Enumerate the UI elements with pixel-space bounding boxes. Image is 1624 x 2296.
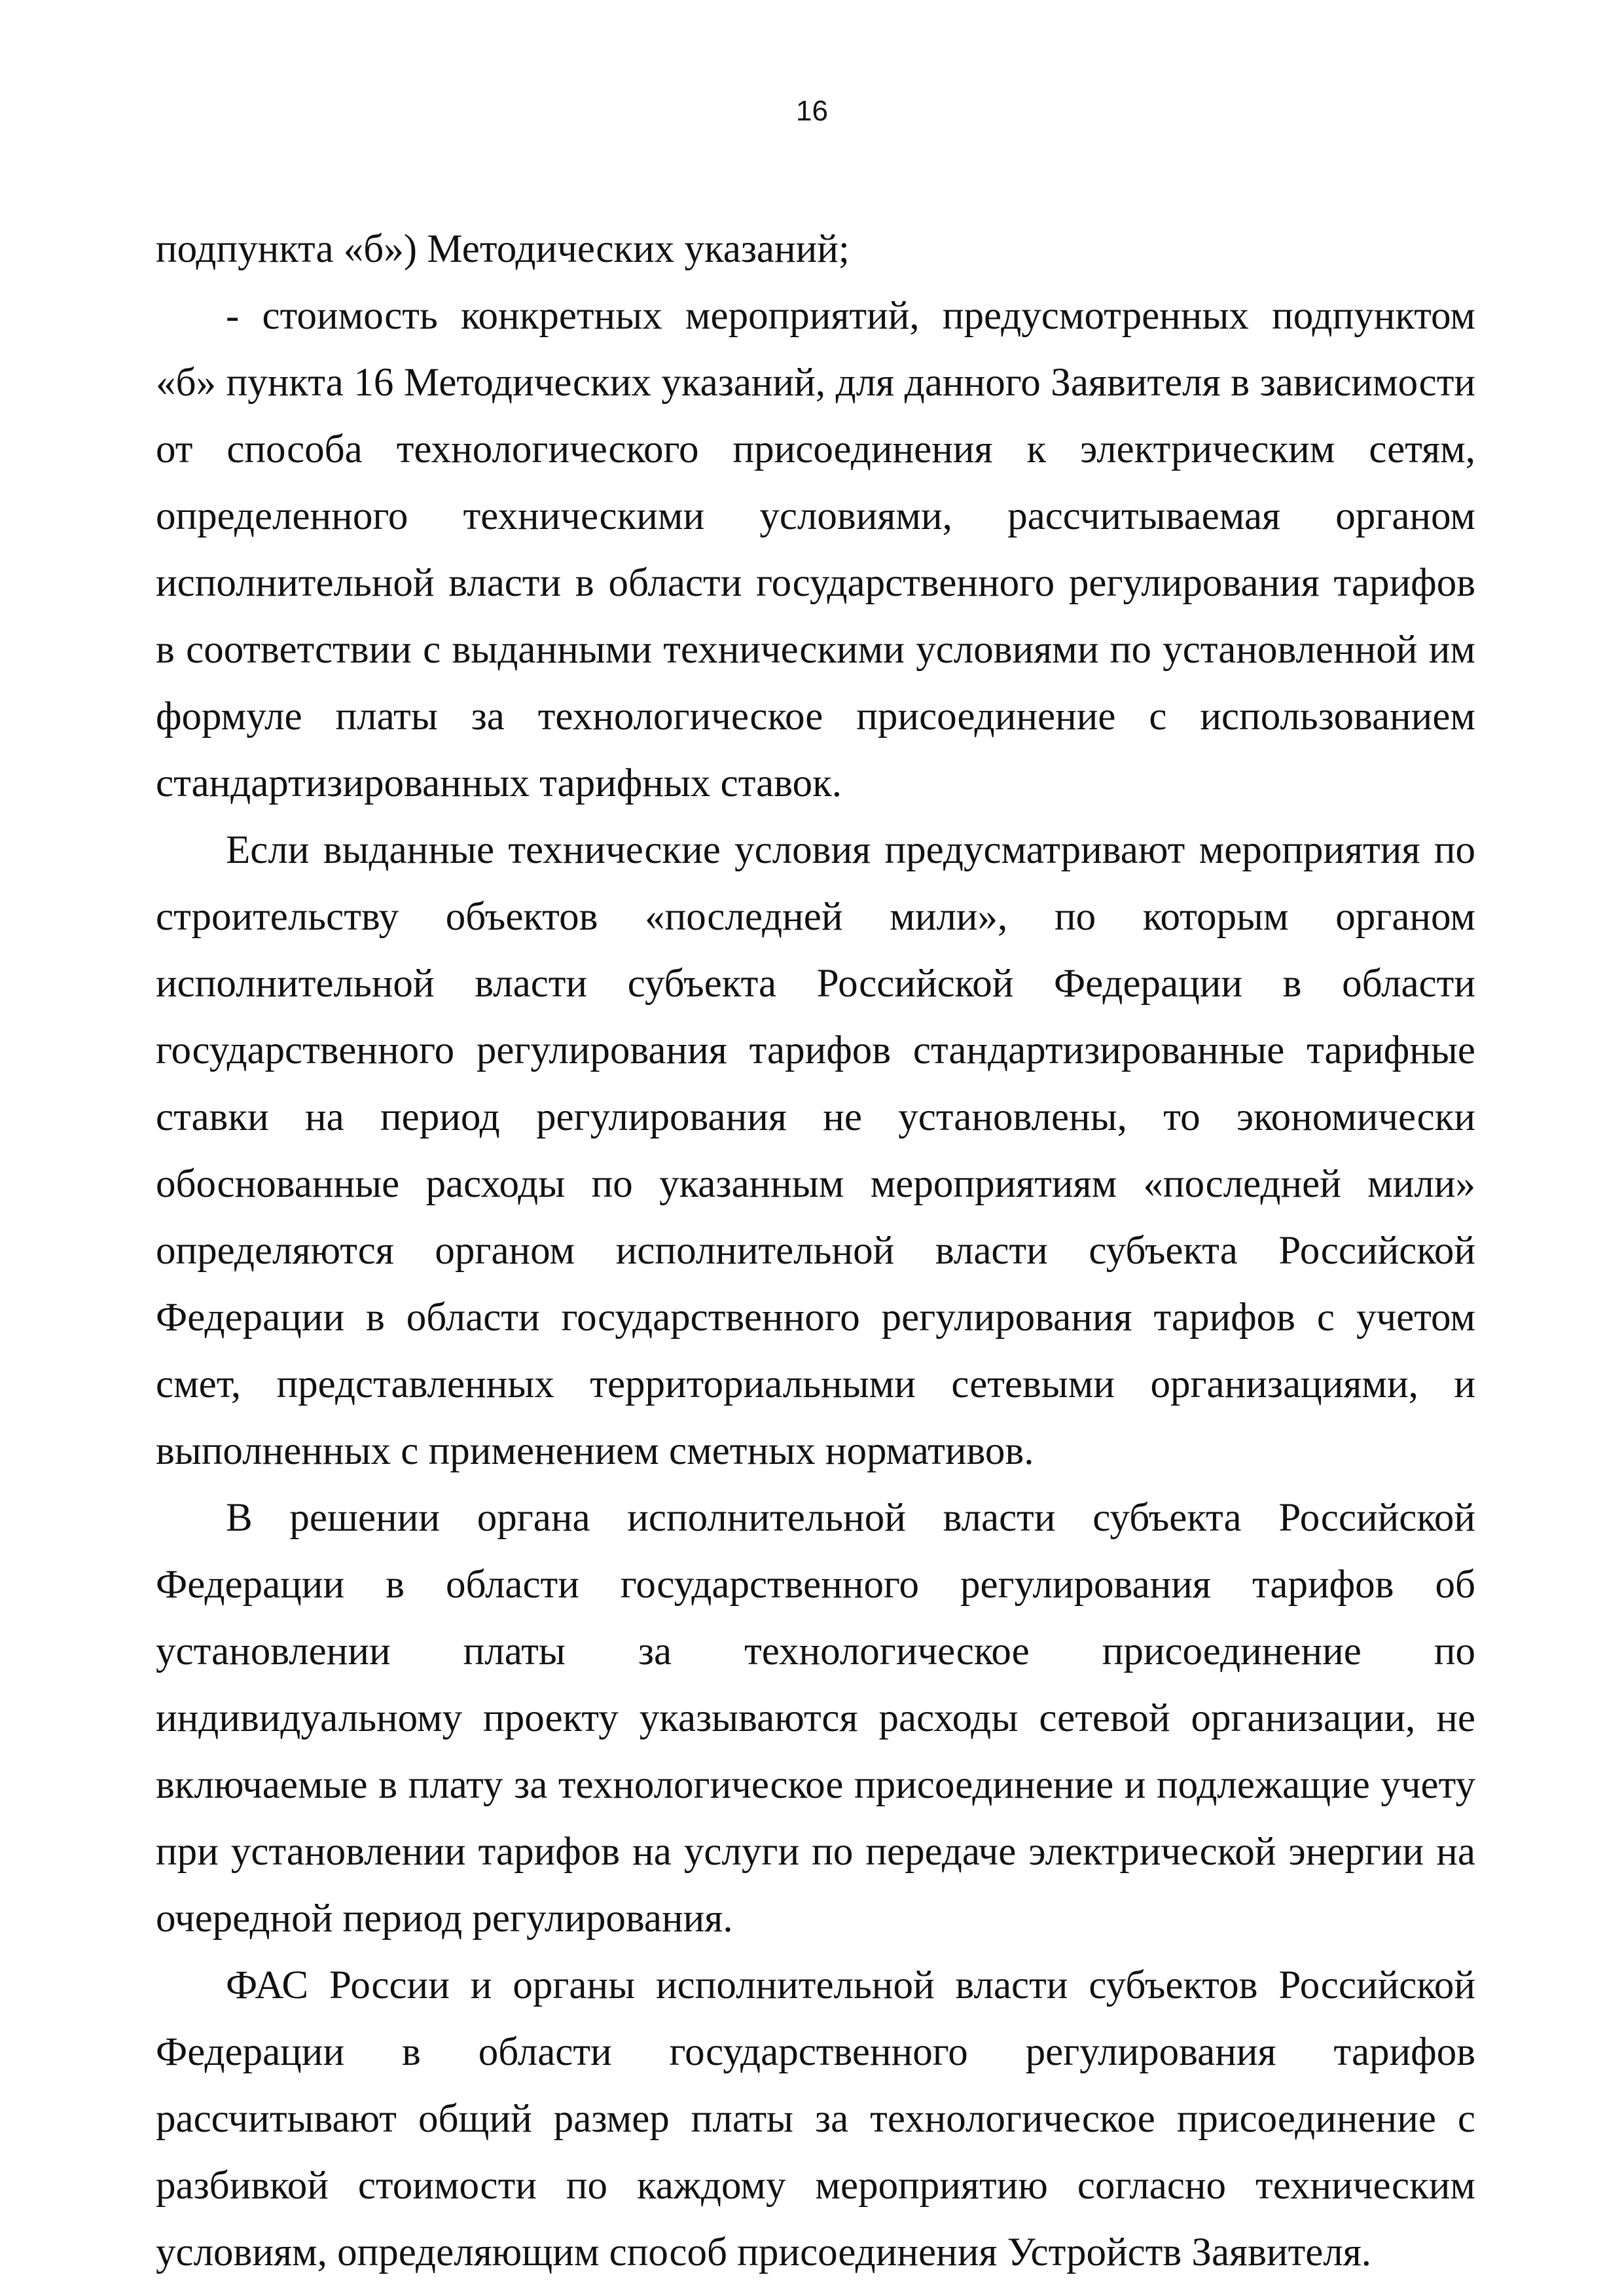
paragraph-continuation: подпункта «б») Методических указаний; (156, 227, 850, 271)
page-number: 16 (796, 95, 828, 127)
paragraph-fas-calculation: ФАС России и органы исполнительной власти субъектов Российской Федерации в области государственного регулирования тарифов рассчитывают общий размер платы за технологическое присоединение с разбивкой стоимости по каждому мероприятию согласно техническим условиям, определяющим способ присоединения Устройств Заявителя. (156, 1963, 1475, 2274)
paragraph-individual-project: В решении органа исполнительной власти субъекта Российской Федерации в области государственного регулирования тарифов об установлении платы за технологическое присоединение по индивидуальному проекту указываются расходы сетевой организации, не включаемые в плату за технологическое присоединение и подлежащие учету при установлении тарифов на услуги по передаче электрической энергии на очередной период регулирования. (156, 1496, 1475, 1941)
paragraph-cost-of-measures: - стоимость конкретных мероприятий, предусмотренных подпунктом «б» пункта 16 Методических указаний, для данного Заявителя в зависимости от способа технологического присоединения к электрическим сетям, определенного техническими условиями, рассчитываемая органом исполнительной власти в области государственного регулирования тарифов в соответствии с выданными техническими условиями по установленной им формуле платы за технологическое присоединение с использованием стандартизированных тарифных ставок. (156, 294, 1475, 805)
document-body (156, 216, 1475, 2286)
paragraph-last-mile: Если выданные технические условия предусматривают мероприятия по строительству объектов «последней мили», по которым органом исполнительной власти субъекта Российской Федерации в области государственного регулирования тарифов стандартизированные тарифные ставки на период регулирования не установлены, то экономически обоснованные расходы по указанным мероприятиям «последней мили» определяются органом исполнительной власти субъекта Российской Федерации в области государственного регулирования тарифов с учетом смет, представленных территориальными сетевыми организациями, и выполненных с применением сметных нормативов. (156, 828, 1475, 1473)
